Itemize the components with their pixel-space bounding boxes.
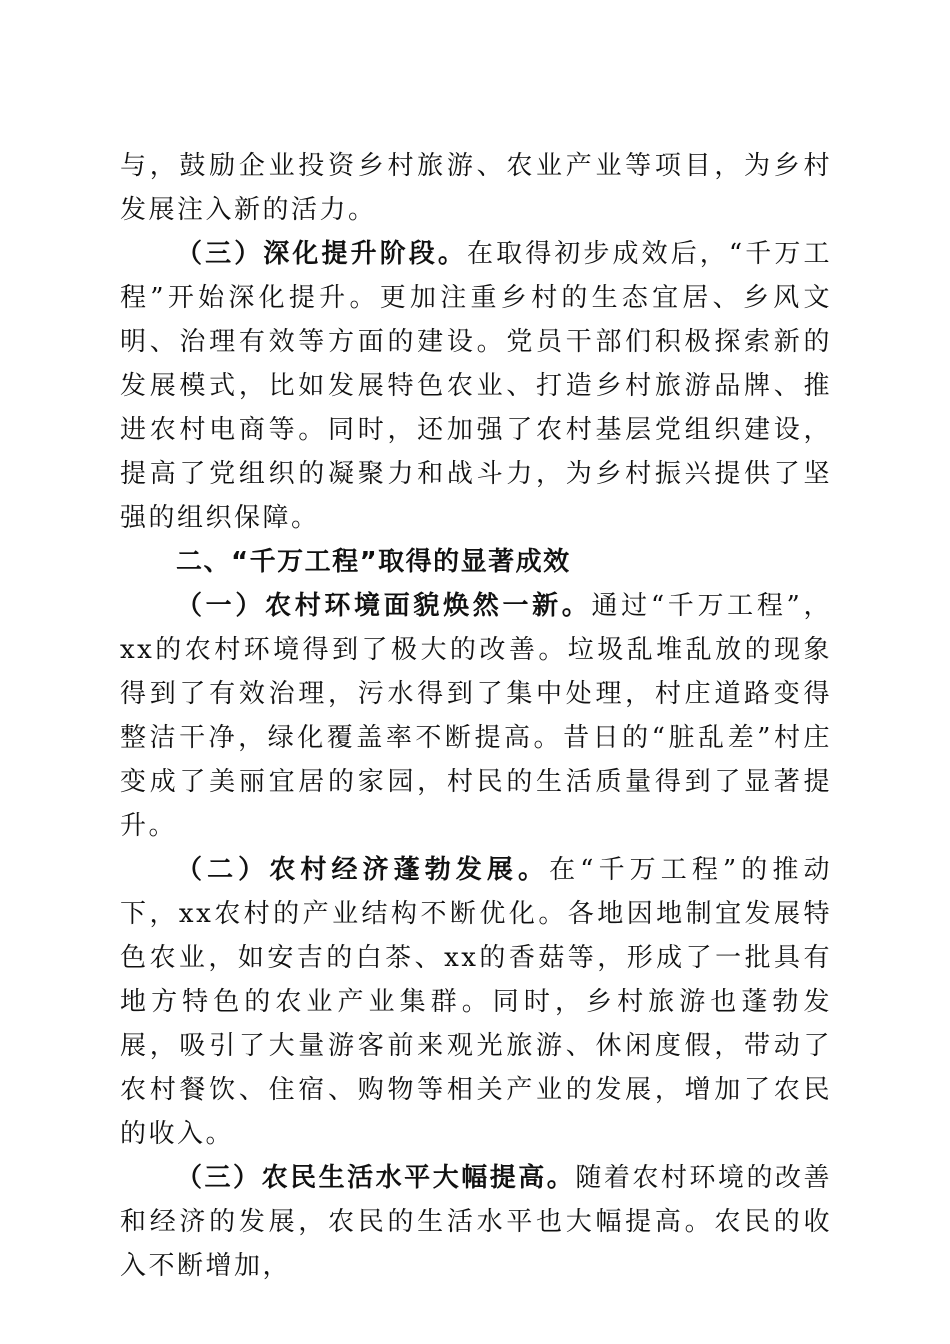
section-heading: 二、“千万工程”取得的显著成效 [176, 547, 571, 577]
paragraph-text: 在取得初步成效后，“千万工程”开始深化提升。更加注重乡村的生态宜居、乡风文明、治理有效等方面的建设。党员干部们积极探索新的发展模式，比如发展特色农业、打造乡村旅游品牌、推进农村电商等。同时，还加强了农村基层党组织建设，提高了党组织的凝聚力和战斗力，为乡村振兴提供了坚强的组织保障。 [120, 239, 832, 533]
paragraph-text: 通过“千万工程”，xx的农村环境得到了极大的改善。垃圾乱堆乱放的现象得到了有效治理，污水得到了集中处理，村庄道路变得整洁干净，绿化覆盖率不断提高。昔日的“脏乱差”村庄变成了美丽宜居的家园，村民的生活质量得到了显著提升。 [120, 591, 832, 841]
paragraph-text: 在“千万工程”的推动下，xx农村的产业结构不断优化。各地因地制宜发展特色农业，如安吉的白茶、xx的香菇等，形成了一批具有地方特色的农业产业集群。同时，乡村旅游也蓬勃发展，吸引了大量游客前来观光旅游、休闲度假，带动了农村餐饮、住宿、购物等相关产业的发展，增加了农民的收入。 [120, 855, 832, 1149]
paragraph-living-standard [120, 1156, 832, 1288]
paragraph-lead: （二）农村经济蓬勃发展。 [176, 855, 550, 885]
paragraph-lead: （一）农村环境面貌焕然一新。 [176, 591, 592, 621]
paragraph-lead: （三）深化提升阶段。 [176, 239, 467, 269]
paragraph-economy [120, 848, 832, 1156]
paragraph-text: 随着农村环境的改善和经济的发展，农民的生活水平也大幅提高。农民的收入不断增加， [120, 1163, 832, 1281]
paragraph-continued [120, 144, 832, 232]
document-body [120, 144, 832, 1288]
paragraph-deepening-stage [120, 232, 832, 540]
paragraph-environment [120, 584, 832, 848]
paragraph-lead: （三）农民生活水平大幅提高。 [176, 1163, 576, 1193]
paragraph-text: 与，鼓励企业投资乡村旅游、农业产业等项目，为乡村发展注入新的活力。 [120, 151, 832, 225]
